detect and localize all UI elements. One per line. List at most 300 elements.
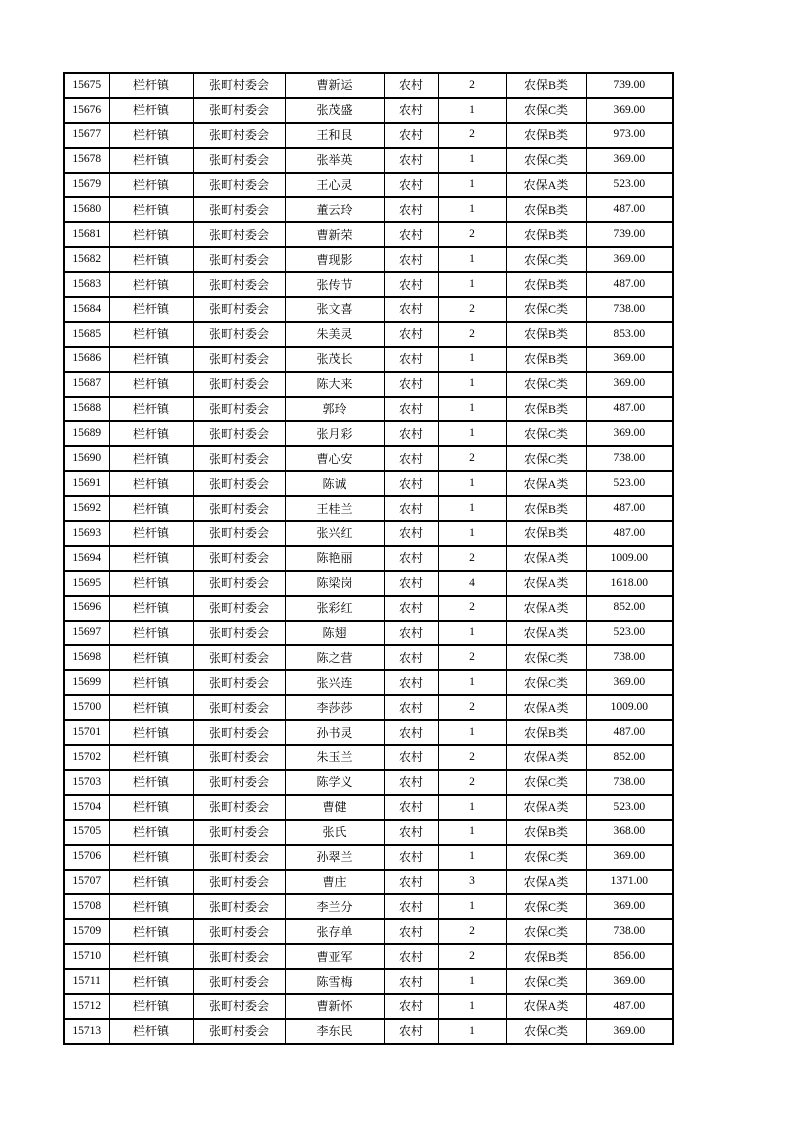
cell-town: 栏杆镇 — [109, 845, 193, 870]
cell-insurance-class: 农保A类 — [506, 994, 586, 1019]
cell-person-name: 朱玉兰 — [285, 745, 384, 770]
table-row — [64, 247, 673, 272]
cell-id: 15681 — [64, 222, 109, 247]
cell-amount: 739.00 — [586, 73, 673, 98]
table-row — [64, 820, 673, 845]
cell-town: 栏杆镇 — [109, 347, 193, 372]
cell-amount: 487.00 — [586, 994, 673, 1019]
cell-category: 农村 — [384, 820, 438, 845]
cell-category: 农村 — [384, 98, 438, 123]
cell-town: 栏杆镇 — [109, 745, 193, 770]
table-row — [64, 222, 673, 247]
cell-person-name: 张兴红 — [285, 521, 384, 546]
cell-town: 栏杆镇 — [109, 98, 193, 123]
cell-id: 15703 — [64, 770, 109, 795]
cell-insurance-class: 农保B类 — [506, 197, 586, 222]
cell-id: 15699 — [64, 670, 109, 695]
cell-person-name: 曹心安 — [285, 446, 384, 471]
table-row — [64, 969, 673, 994]
cell-category: 农村 — [384, 919, 438, 944]
cell-category: 农村 — [384, 297, 438, 322]
cell-id: 15706 — [64, 845, 109, 870]
cell-town: 栏杆镇 — [109, 197, 193, 222]
cell-town: 栏杆镇 — [109, 571, 193, 596]
cell-headcount: 1 — [438, 397, 506, 422]
cell-insurance-class: 农保C类 — [506, 421, 586, 446]
table-row — [64, 148, 673, 173]
cell-id: 15698 — [64, 645, 109, 670]
cell-amount: 739.00 — [586, 222, 673, 247]
table-row — [64, 645, 673, 670]
cell-person-name: 郭玲 — [285, 397, 384, 422]
table-row — [64, 695, 673, 720]
cell-category: 农村 — [384, 670, 438, 695]
cell-person-name: 陈之营 — [285, 645, 384, 670]
cell-village: 张町村委会 — [193, 820, 285, 845]
cell-id: 15682 — [64, 247, 109, 272]
cell-town: 栏杆镇 — [109, 944, 193, 969]
cell-category: 农村 — [384, 222, 438, 247]
cell-headcount: 1 — [438, 1019, 506, 1044]
cell-town: 栏杆镇 — [109, 73, 193, 98]
cell-insurance-class: 农保C类 — [506, 247, 586, 272]
cell-person-name: 张文喜 — [285, 297, 384, 322]
cell-person-name: 陈大来 — [285, 372, 384, 397]
cell-village: 张町村委会 — [193, 222, 285, 247]
table-row — [64, 919, 673, 944]
cell-town: 栏杆镇 — [109, 397, 193, 422]
cell-village: 张町村委会 — [193, 745, 285, 770]
table-row — [64, 73, 673, 98]
cell-amount: 738.00 — [586, 770, 673, 795]
cell-category: 农村 — [384, 347, 438, 372]
cell-category: 农村 — [384, 322, 438, 347]
cell-village: 张町村委会 — [193, 247, 285, 272]
cell-village: 张町村委会 — [193, 297, 285, 322]
cell-town: 栏杆镇 — [109, 496, 193, 521]
cell-insurance-class: 农保A类 — [506, 546, 586, 571]
cell-amount: 368.00 — [586, 820, 673, 845]
cell-village: 张町村委会 — [193, 496, 285, 521]
cell-person-name: 张举英 — [285, 148, 384, 173]
table-row — [64, 670, 673, 695]
cell-person-name: 张茂盛 — [285, 98, 384, 123]
cell-insurance-class: 农保B类 — [506, 496, 586, 521]
cell-headcount: 2 — [438, 944, 506, 969]
cell-id: 15695 — [64, 571, 109, 596]
cell-category: 农村 — [384, 496, 438, 521]
cell-village: 张町村委会 — [193, 272, 285, 297]
cell-id: 15696 — [64, 596, 109, 621]
cell-headcount: 3 — [438, 870, 506, 895]
cell-headcount: 1 — [438, 720, 506, 745]
table-row — [64, 596, 673, 621]
cell-headcount: 1 — [438, 994, 506, 1019]
table-body — [64, 73, 673, 1044]
cell-village: 张町村委会 — [193, 397, 285, 422]
cell-category: 农村 — [384, 770, 438, 795]
cell-person-name: 朱美灵 — [285, 322, 384, 347]
cell-person-name: 孙翠兰 — [285, 845, 384, 870]
cell-id: 15709 — [64, 919, 109, 944]
cell-village: 张町村委会 — [193, 148, 285, 173]
cell-person-name: 曹庄 — [285, 870, 384, 895]
cell-headcount: 1 — [438, 471, 506, 496]
cell-amount: 487.00 — [586, 496, 673, 521]
cell-id: 15693 — [64, 521, 109, 546]
cell-town: 栏杆镇 — [109, 372, 193, 397]
cell-village: 张町村委会 — [193, 571, 285, 596]
cell-village: 张町村委会 — [193, 372, 285, 397]
cell-insurance-class: 农保A类 — [506, 870, 586, 895]
cell-headcount: 2 — [438, 745, 506, 770]
cell-insurance-class: 农保C类 — [506, 148, 586, 173]
cell-town: 栏杆镇 — [109, 222, 193, 247]
cell-insurance-class: 农保A类 — [506, 795, 586, 820]
cell-insurance-class: 农保C类 — [506, 770, 586, 795]
cell-headcount: 1 — [438, 969, 506, 994]
cell-town: 栏杆镇 — [109, 870, 193, 895]
cell-insurance-class: 农保B类 — [506, 123, 586, 148]
cell-village: 张町村委会 — [193, 347, 285, 372]
table-row — [64, 870, 673, 895]
cell-town: 栏杆镇 — [109, 621, 193, 646]
cell-person-name: 陈学义 — [285, 770, 384, 795]
cell-category: 农村 — [384, 397, 438, 422]
cell-village: 张町村委会 — [193, 123, 285, 148]
cell-village: 张町村委会 — [193, 471, 285, 496]
table-row — [64, 397, 673, 422]
cell-id: 15683 — [64, 272, 109, 297]
cell-category: 农村 — [384, 1019, 438, 1044]
cell-insurance-class: 农保C类 — [506, 297, 586, 322]
cell-category: 农村 — [384, 745, 438, 770]
cell-insurance-class: 农保B类 — [506, 347, 586, 372]
cell-town: 栏杆镇 — [109, 421, 193, 446]
cell-town: 栏杆镇 — [109, 148, 193, 173]
cell-headcount: 2 — [438, 297, 506, 322]
cell-amount: 973.00 — [586, 123, 673, 148]
cell-person-name: 董云玲 — [285, 197, 384, 222]
cell-town: 栏杆镇 — [109, 820, 193, 845]
cell-person-name: 张传节 — [285, 272, 384, 297]
cell-id: 15692 — [64, 496, 109, 521]
table-row — [64, 1019, 673, 1044]
cell-insurance-class: 农保A类 — [506, 173, 586, 198]
cell-headcount: 2 — [438, 446, 506, 471]
cell-category: 农村 — [384, 571, 438, 596]
cell-category: 农村 — [384, 446, 438, 471]
cell-village: 张町村委会 — [193, 446, 285, 471]
cell-person-name: 孙书灵 — [285, 720, 384, 745]
cell-village: 张町村委会 — [193, 994, 285, 1019]
cell-town: 栏杆镇 — [109, 446, 193, 471]
cell-person-name: 张存单 — [285, 919, 384, 944]
cell-category: 农村 — [384, 596, 438, 621]
table-row — [64, 720, 673, 745]
cell-id: 15702 — [64, 745, 109, 770]
cell-amount: 369.00 — [586, 98, 673, 123]
cell-insurance-class: 农保A类 — [506, 745, 586, 770]
cell-person-name: 陈艳丽 — [285, 546, 384, 571]
cell-insurance-class: 农保A类 — [506, 695, 586, 720]
table-row — [64, 471, 673, 496]
cell-id: 15700 — [64, 695, 109, 720]
cell-amount: 856.00 — [586, 944, 673, 969]
cell-headcount: 1 — [438, 820, 506, 845]
cell-id: 15680 — [64, 197, 109, 222]
cell-amount: 369.00 — [586, 148, 673, 173]
cell-category: 农村 — [384, 123, 438, 148]
cell-insurance-class: 农保C类 — [506, 372, 586, 397]
cell-amount: 369.00 — [586, 247, 673, 272]
cell-id: 15701 — [64, 720, 109, 745]
table-row — [64, 272, 673, 297]
cell-headcount: 1 — [438, 670, 506, 695]
cell-category: 农村 — [384, 795, 438, 820]
cell-headcount: 1 — [438, 496, 506, 521]
cell-id: 15707 — [64, 870, 109, 895]
cell-amount: 1009.00 — [586, 695, 673, 720]
cell-amount: 1009.00 — [586, 546, 673, 571]
cell-category: 农村 — [384, 197, 438, 222]
cell-headcount: 2 — [438, 770, 506, 795]
cell-town: 栏杆镇 — [109, 670, 193, 695]
cell-id: 15678 — [64, 148, 109, 173]
table-row — [64, 894, 673, 919]
cell-town: 栏杆镇 — [109, 521, 193, 546]
cell-id: 15690 — [64, 446, 109, 471]
cell-village: 张町村委会 — [193, 421, 285, 446]
cell-insurance-class: 农保B类 — [506, 272, 586, 297]
table-row — [64, 496, 673, 521]
cell-amount: 523.00 — [586, 621, 673, 646]
cell-category: 农村 — [384, 870, 438, 895]
cell-headcount: 1 — [438, 521, 506, 546]
cell-insurance-class: 农保C类 — [506, 670, 586, 695]
table-row — [64, 770, 673, 795]
cell-amount: 369.00 — [586, 670, 673, 695]
cell-person-name: 张彩红 — [285, 596, 384, 621]
cell-amount: 738.00 — [586, 446, 673, 471]
cell-amount: 523.00 — [586, 173, 673, 198]
cell-insurance-class: 农保B类 — [506, 222, 586, 247]
cell-amount: 1371.00 — [586, 870, 673, 895]
cell-id: 15687 — [64, 372, 109, 397]
cell-insurance-class: 农保C类 — [506, 645, 586, 670]
cell-person-name: 王桂兰 — [285, 496, 384, 521]
cell-town: 栏杆镇 — [109, 695, 193, 720]
cell-id: 15708 — [64, 894, 109, 919]
table-row — [64, 297, 673, 322]
cell-id: 15685 — [64, 322, 109, 347]
cell-person-name: 陈诚 — [285, 471, 384, 496]
cell-person-name: 李东民 — [285, 1019, 384, 1044]
cell-headcount: 2 — [438, 73, 506, 98]
cell-category: 农村 — [384, 73, 438, 98]
cell-category: 农村 — [384, 621, 438, 646]
cell-headcount: 2 — [438, 919, 506, 944]
cell-village: 张町村委会 — [193, 795, 285, 820]
cell-headcount: 2 — [438, 645, 506, 670]
cell-headcount: 1 — [438, 621, 506, 646]
cell-town: 栏杆镇 — [109, 720, 193, 745]
cell-headcount: 1 — [438, 372, 506, 397]
cell-person-name: 陈梁岗 — [285, 571, 384, 596]
table-row — [64, 173, 673, 198]
cell-insurance-class: 农保C类 — [506, 1019, 586, 1044]
table-row — [64, 845, 673, 870]
table-row — [64, 98, 673, 123]
cell-insurance-class: 农保C类 — [506, 98, 586, 123]
cell-person-name: 曹新荣 — [285, 222, 384, 247]
cell-id: 15675 — [64, 73, 109, 98]
cell-village: 张町村委会 — [193, 894, 285, 919]
cell-id: 15688 — [64, 397, 109, 422]
cell-category: 农村 — [384, 720, 438, 745]
cell-insurance-class: 农保A类 — [506, 596, 586, 621]
cell-amount: 487.00 — [586, 197, 673, 222]
cell-id: 15705 — [64, 820, 109, 845]
cell-headcount: 2 — [438, 322, 506, 347]
cell-headcount: 2 — [438, 222, 506, 247]
cell-headcount: 1 — [438, 272, 506, 297]
cell-insurance-class: 农保A类 — [506, 621, 586, 646]
cell-id: 15676 — [64, 98, 109, 123]
cell-village: 张町村委会 — [193, 322, 285, 347]
cell-insurance-class: 农保C类 — [506, 845, 586, 870]
cell-id: 15684 — [64, 297, 109, 322]
table-row — [64, 322, 673, 347]
cell-amount: 738.00 — [586, 645, 673, 670]
table-row — [64, 546, 673, 571]
beneficiary-table — [63, 72, 674, 1045]
cell-id: 15697 — [64, 621, 109, 646]
cell-category: 农村 — [384, 421, 438, 446]
cell-town: 栏杆镇 — [109, 894, 193, 919]
cell-headcount: 2 — [438, 123, 506, 148]
table-row — [64, 421, 673, 446]
cell-headcount: 1 — [438, 421, 506, 446]
cell-town: 栏杆镇 — [109, 795, 193, 820]
cell-amount: 1618.00 — [586, 571, 673, 596]
cell-insurance-class: 农保B类 — [506, 73, 586, 98]
cell-amount: 369.00 — [586, 894, 673, 919]
cell-insurance-class: 农保B类 — [506, 820, 586, 845]
cell-id: 15689 — [64, 421, 109, 446]
cell-amount: 487.00 — [586, 521, 673, 546]
cell-town: 栏杆镇 — [109, 969, 193, 994]
cell-id: 15694 — [64, 546, 109, 571]
cell-village: 张町村委会 — [193, 870, 285, 895]
cell-village: 张町村委会 — [193, 770, 285, 795]
cell-id: 15704 — [64, 795, 109, 820]
cell-insurance-class: 农保A类 — [506, 471, 586, 496]
cell-insurance-class: 农保B类 — [506, 521, 586, 546]
cell-person-name: 陈翅 — [285, 621, 384, 646]
cell-amount: 852.00 — [586, 745, 673, 770]
table-row — [64, 347, 673, 372]
table-row — [64, 123, 673, 148]
table-row — [64, 994, 673, 1019]
cell-amount: 369.00 — [586, 372, 673, 397]
table-row — [64, 446, 673, 471]
cell-village: 张町村委会 — [193, 944, 285, 969]
cell-town: 栏杆镇 — [109, 123, 193, 148]
cell-headcount: 1 — [438, 795, 506, 820]
cell-amount: 369.00 — [586, 969, 673, 994]
cell-amount: 369.00 — [586, 421, 673, 446]
cell-category: 农村 — [384, 695, 438, 720]
cell-insurance-class: 农保B类 — [506, 944, 586, 969]
cell-category: 农村 — [384, 471, 438, 496]
cell-amount: 369.00 — [586, 845, 673, 870]
cell-person-name: 张兴连 — [285, 670, 384, 695]
cell-village: 张町村委会 — [193, 621, 285, 646]
cell-headcount: 2 — [438, 546, 506, 571]
cell-headcount: 1 — [438, 894, 506, 919]
cell-headcount: 1 — [438, 173, 506, 198]
cell-id: 15677 — [64, 123, 109, 148]
cell-amount: 487.00 — [586, 397, 673, 422]
cell-id: 15686 — [64, 347, 109, 372]
cell-amount: 369.00 — [586, 1019, 673, 1044]
cell-insurance-class: 农保C类 — [506, 919, 586, 944]
cell-category: 农村 — [384, 944, 438, 969]
cell-category: 农村 — [384, 521, 438, 546]
cell-person-name: 张氏 — [285, 820, 384, 845]
cell-insurance-class: 农保B类 — [506, 720, 586, 745]
cell-village: 张町村委会 — [193, 546, 285, 571]
cell-id: 15711 — [64, 969, 109, 994]
cell-id: 15712 — [64, 994, 109, 1019]
cell-town: 栏杆镇 — [109, 994, 193, 1019]
cell-town: 栏杆镇 — [109, 770, 193, 795]
cell-category: 农村 — [384, 969, 438, 994]
cell-insurance-class: 农保C类 — [506, 446, 586, 471]
cell-headcount: 1 — [438, 247, 506, 272]
cell-category: 农村 — [384, 894, 438, 919]
cell-town: 栏杆镇 — [109, 322, 193, 347]
cell-headcount: 2 — [438, 695, 506, 720]
cell-amount: 369.00 — [586, 347, 673, 372]
cell-village: 张町村委会 — [193, 596, 285, 621]
cell-category: 农村 — [384, 994, 438, 1019]
cell-town: 栏杆镇 — [109, 919, 193, 944]
cell-category: 农村 — [384, 173, 438, 198]
cell-village: 张町村委会 — [193, 1019, 285, 1044]
cell-insurance-class: 农保A类 — [506, 571, 586, 596]
cell-amount: 523.00 — [586, 471, 673, 496]
cell-amount: 738.00 — [586, 297, 673, 322]
cell-village: 张町村委会 — [193, 73, 285, 98]
cell-headcount: 1 — [438, 98, 506, 123]
cell-insurance-class: 农保C类 — [506, 894, 586, 919]
cell-person-name: 曹亚军 — [285, 944, 384, 969]
table-row — [64, 197, 673, 222]
cell-category: 农村 — [384, 272, 438, 297]
cell-category: 农村 — [384, 148, 438, 173]
cell-amount: 738.00 — [586, 919, 673, 944]
cell-town: 栏杆镇 — [109, 596, 193, 621]
cell-category: 农村 — [384, 372, 438, 397]
cell-amount: 487.00 — [586, 272, 673, 297]
cell-amount: 523.00 — [586, 795, 673, 820]
cell-amount: 852.00 — [586, 596, 673, 621]
cell-person-name: 张茂长 — [285, 347, 384, 372]
table-row — [64, 571, 673, 596]
cell-person-name: 张月彩 — [285, 421, 384, 446]
